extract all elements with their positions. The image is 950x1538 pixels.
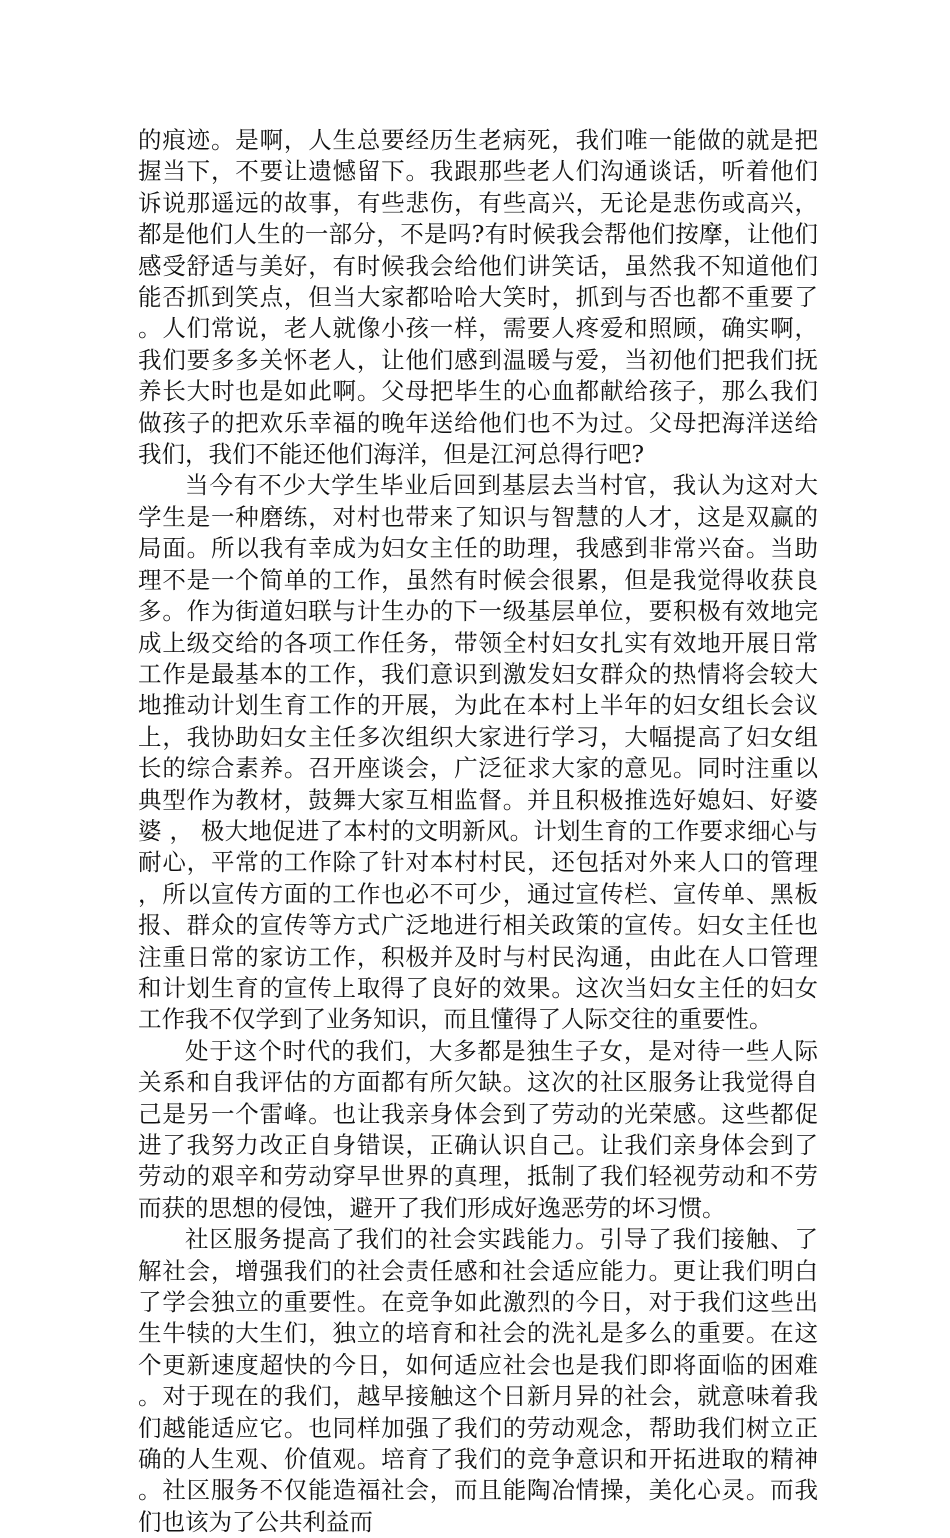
paragraph-only-children: 处于这个时代的我们，大多都是独生子女，是对待一些人际关系和自我评估的方面都有所欠缺。这次的社区服务让我觉得自己是另一个雷峰。也让我亲身体会到了劳动的光荣感。这些都促进了我努力改正自身错误，正确认识自己。让我们亲身体会到了劳动的艰辛和劳动穿早世界的真理，抵制了我们轻视劳动和不劳而获的思想的侵蚀，避开了我们形成好逸恶劳的坏习惯。 <box>138 1036 818 1222</box>
paragraph-village-official: 当今有不少大学生毕业后回到基层去当村官，我认为这对大学生是一种磨练，对村也带来了知识与智慧的人才，这是双赢的局面。所以我有幸成为妇女主任的助理，我感到非常兴奋。当助理不是一个简单的工作，虽然有时候会很累，但是我觉得收获良多。作为街道妇联与计生办的下一级基层单位，要积极有效地完成上级交给的各项工作任务，带领全村妇女扎实有效地开展日常工作是最基本的工作，我们意识到激发妇女群众的热情将会较大地推动计划生育工作的开展，为此在本村上半年的妇女组长会议上，我协助妇女主任多次组织大家进行学习，大幅提高了妇女组长的综合素养。召开座谈会，广泛征求大家的意见。同时注重以典型作为教材，鼓舞大家互相监督。并且积极推选好媳妇、好婆婆 ， 极大地促进了本村的文明新风。计划生育的工作要求细心与耐心，平常的工作除了针对本村村民，还包括对外来人口的管理，所以宣传方面的工作也必不可少，通过宣传栏、宣传单、黑板报、群众的宣传等方式广泛地进行相关政策的宣传。妇女主任也注重日常的家访工作，积极并及时与村民沟通，由此在人口管理和计划生育的宣传上取得了良好的效果。这次当妇女主任的妇女工作我不仅学到了业务知识，而且懂得了人际交往的重要性。 <box>138 471 818 1034</box>
paragraph-community-service: 社区服务提高了我们的社会实践能力。引导了我们接触、了解社会，增强我们的社会责任感和社会适应能力。更让我们明白了学会独立的重要性。在竞争如此激烈的今日，对于我们这些出生牛犊的大生们，独立的培育和社会的洗礼是多么的重要。在这个更新速度超快的今日，如何适应社会也是我们即将面临的困难。对于现在的我们，越早接触这个日新月异的社会，就意味着我们越能适应它。也同样加强了我们的劳动观念，帮助我们树立正确的人生观、价值观。培育了我们的竞争意识和开拓进取的精神。社区服务不仅能造福社会，而且能陶冶情操，美化心灵。而我们也该为了公共利益而 <box>138 1225 818 1536</box>
document-body <box>138 125 818 1538</box>
paragraph-continuation: 的痕迹。是啊，人生总要经历生老病死，我们唯一能做的就是把握当下，不要让遗憾留下。我跟那些老人们沟通谈话，听着他们诉说那遥远的故事，有些悲伤，有些高兴，无论是悲伤或高兴，都是他们人生的一部分，不是吗?有时候我会帮他们按摩，让他们感受舒适与美好，有时候我会给他们讲笑话，虽然我不知道他们能否抓到笑点，但当大家都哈哈大笑时，抓到与否也都不重要了。人们常说，老人就像小孩一样，需要人疼爱和照顾，确实啊，我们要多多关怀老人，让他们感到温暖与爱，当初他们把我们抚养长大时也是如此啊。父母把毕生的心血都献给孩子，那么我们做孩子的把欢乐幸福的晚年送给他们也不为过。父母把海洋送给我们，我们不能还他们海洋，但是江河总得行吧? <box>138 126 818 469</box>
